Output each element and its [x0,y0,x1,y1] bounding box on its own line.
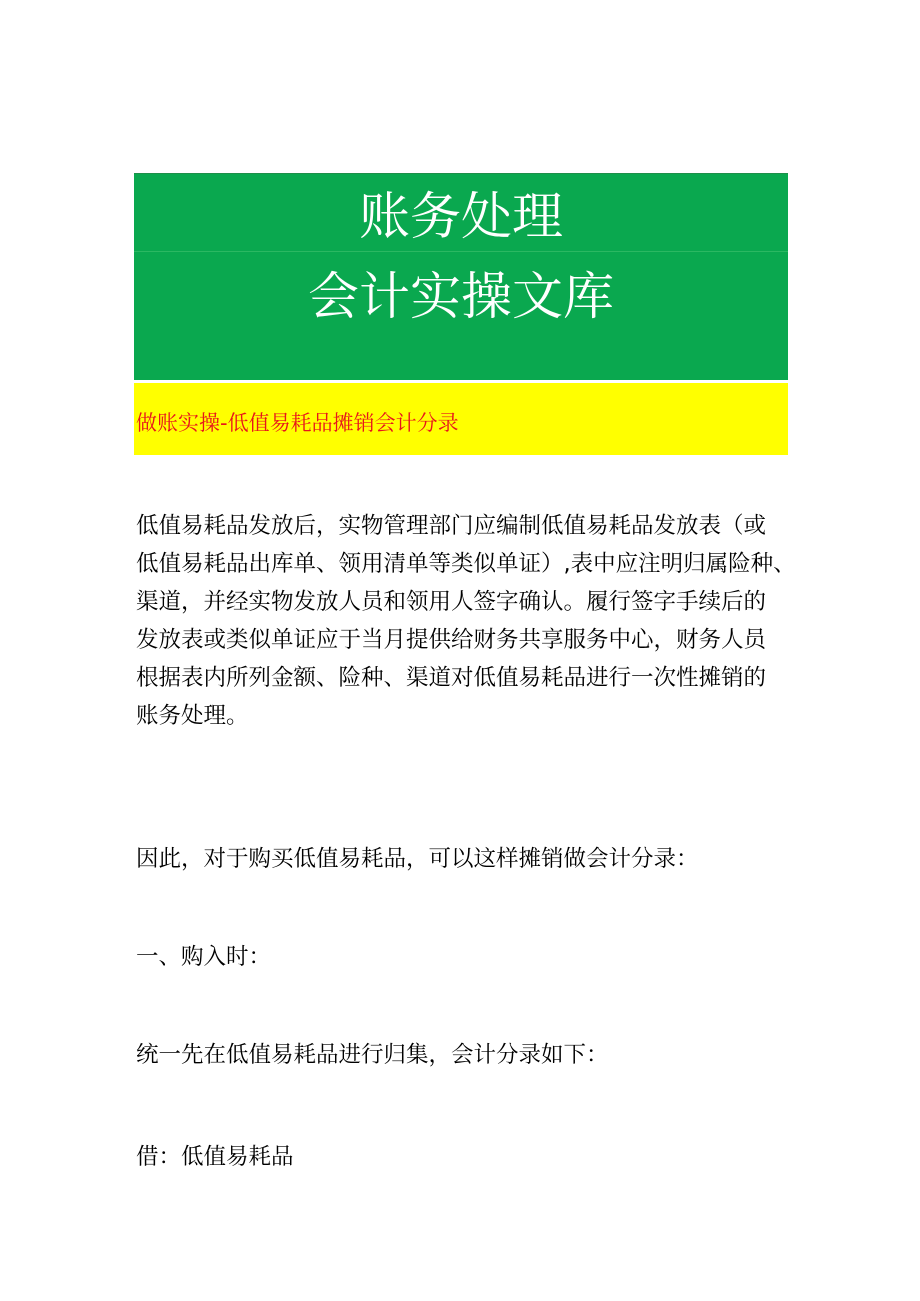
banner-title-line1: 账务处理 [358,188,563,247]
banner-divider [134,251,788,252]
section-heading-text: 一、购入时： [136,944,272,970]
subtitle-bar [134,383,788,455]
paragraph-line: 渠道，并经实物发放人员和领用人签字确认。履行签字手续后的 [136,589,767,615]
banner-title-line2: 会计实操文库 [307,268,614,327]
paragraph-therefore [136,840,796,878]
journal-entry-debit [136,1138,796,1176]
title-banner [134,173,788,380]
section-heading-purchase [136,938,796,976]
paragraph-line: 低值易耗品出库单、领用清单等类似单证）,表中应注明归属险种、 [136,551,796,577]
document-subtitle: 做账实操-低值易耗品摊销会计分录 [136,411,459,435]
paragraph-line: 账务处理。 [136,703,249,729]
paragraph-collection [136,1036,796,1074]
journal-entry-text: 借：低值易耗品 [136,1144,294,1170]
paragraph-text: 因此，对于购买低值易耗品，可以这样摊销做会计分录： [136,846,699,872]
paragraph-line: 根据表内所列金额、险种、渠道对低值易耗品进行一次性摊销的 [136,665,767,691]
paragraph-line: 低值易耗品发放后，实物管理部门应编制低值易耗品发放表（或 [136,513,767,539]
paragraph-intro [136,507,796,735]
paragraph-line: 发放表或类似单证应于当月提供给财务共享服务中心，财务人员 [136,627,767,653]
paragraph-text: 统一先在低值易耗品进行归集，会计分录如下： [136,1042,609,1068]
